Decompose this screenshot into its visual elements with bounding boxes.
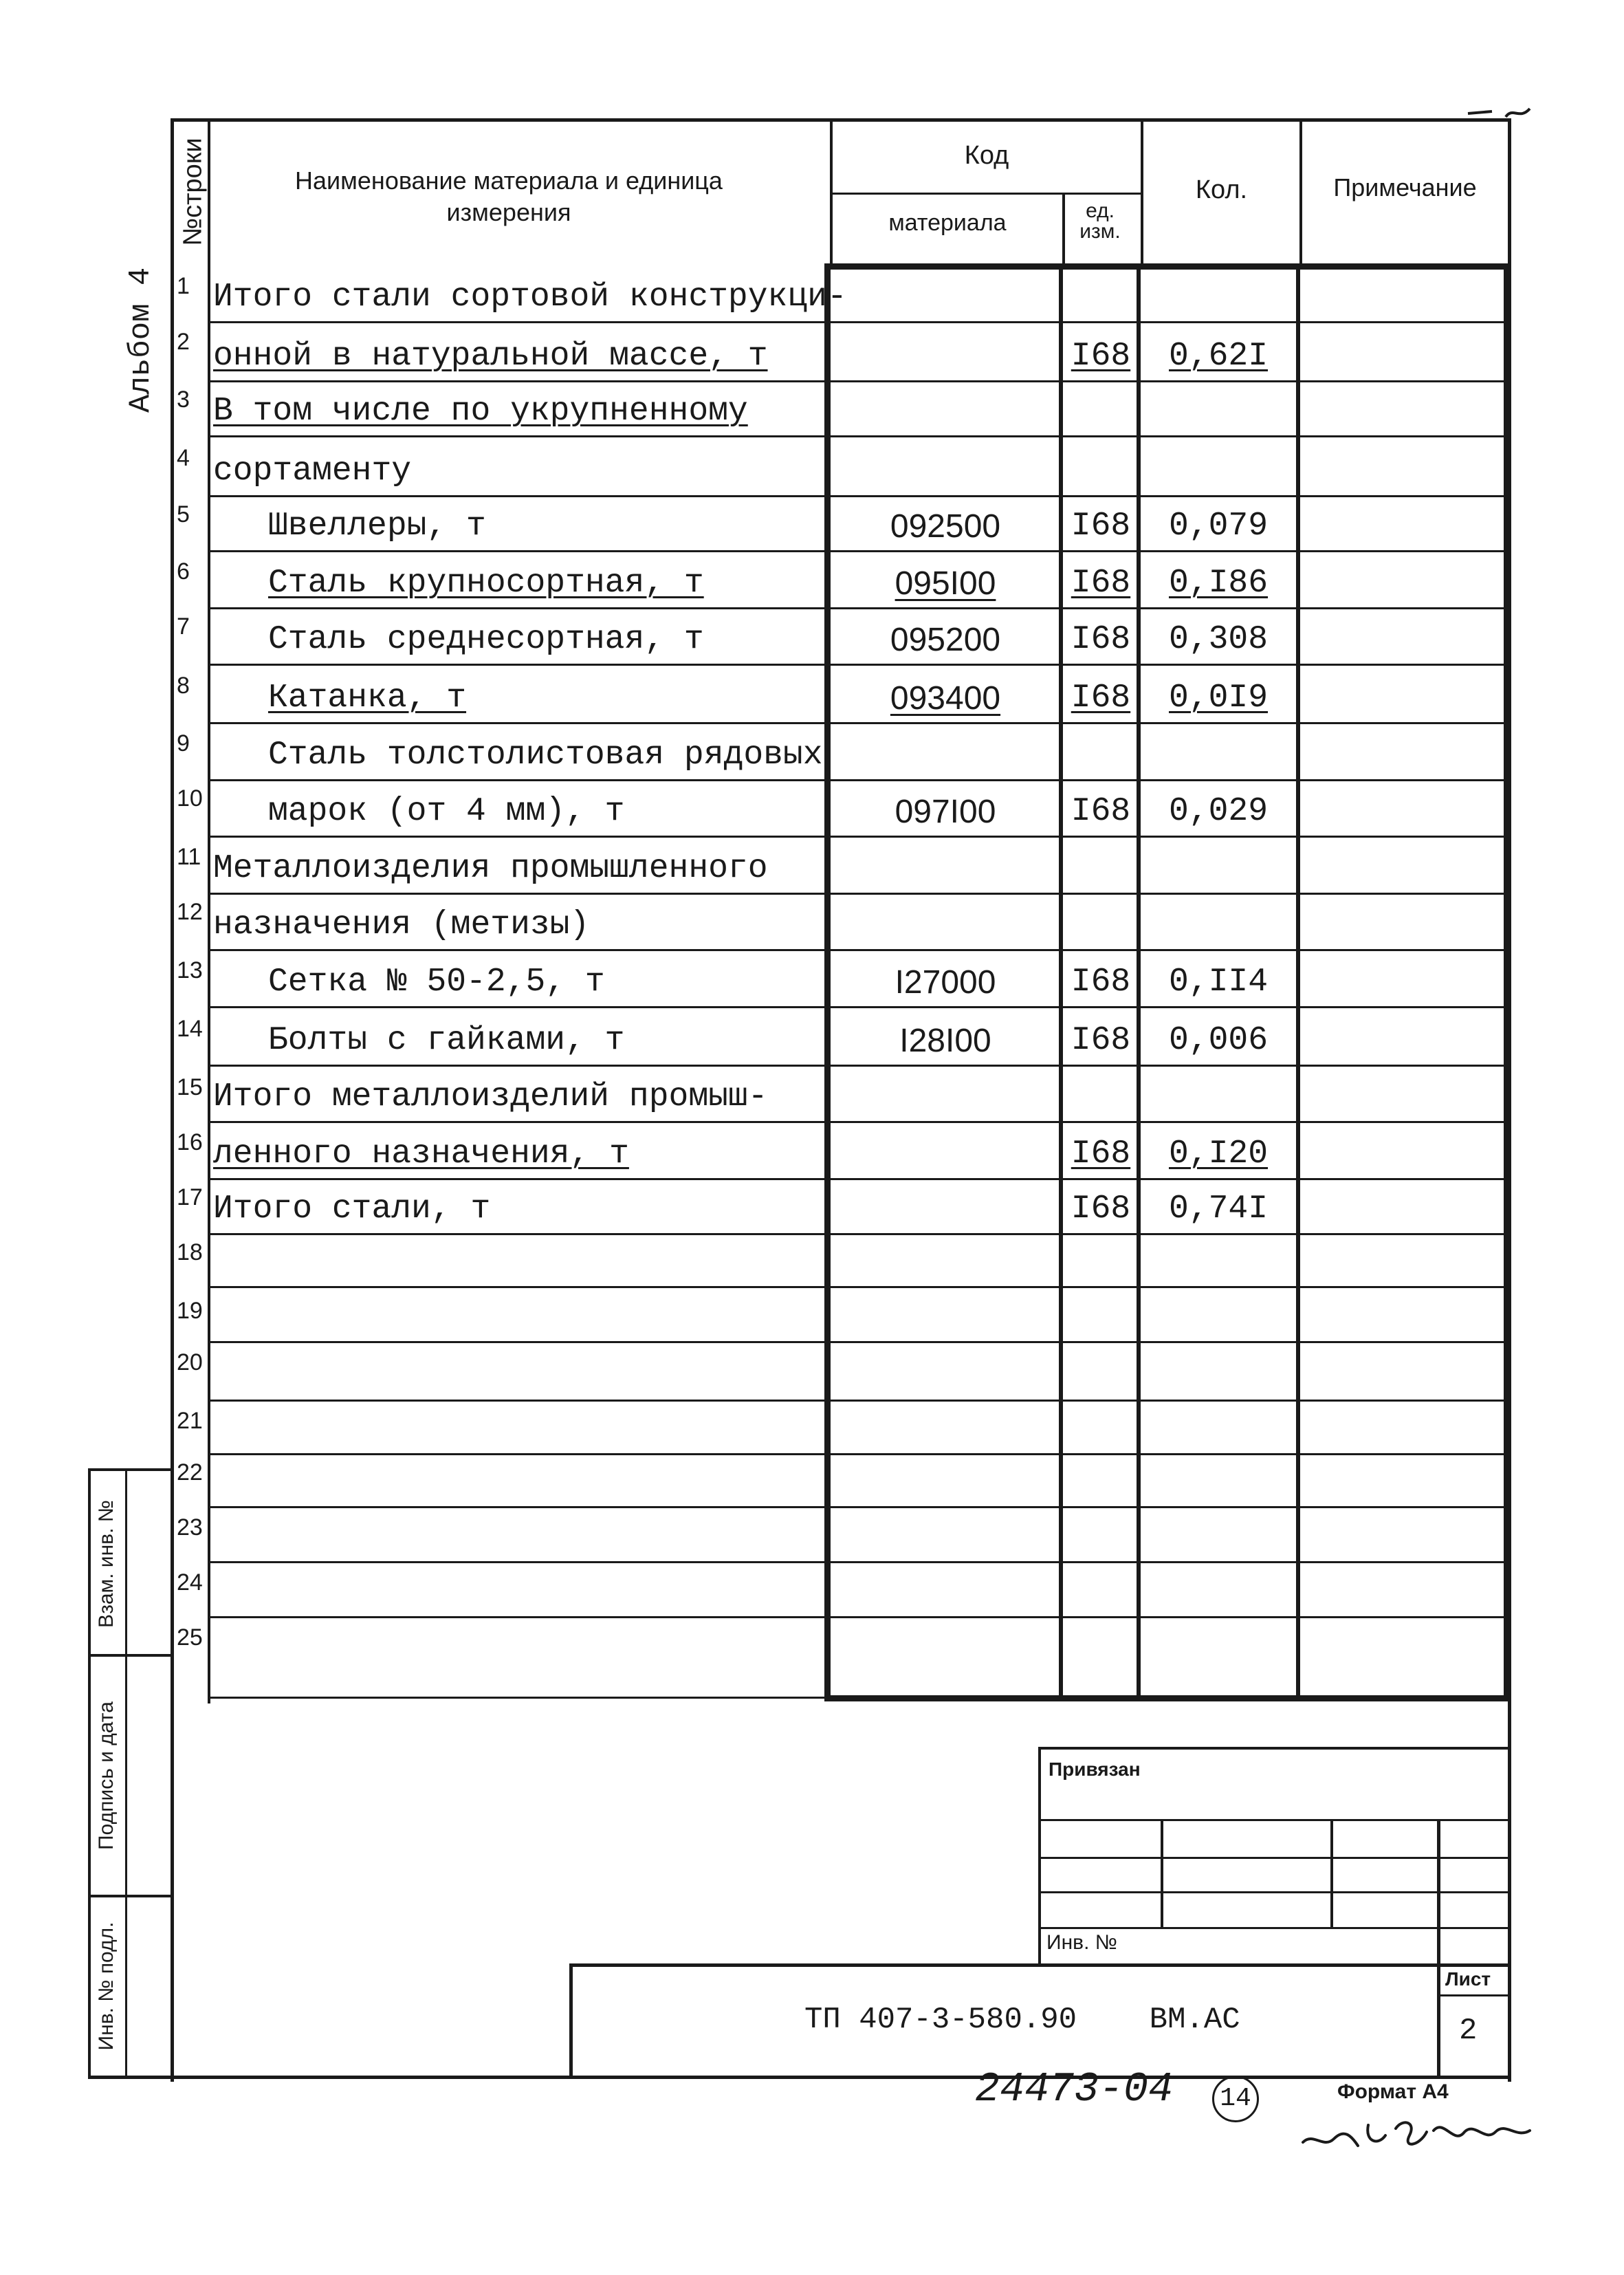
row-number: 9: [177, 730, 190, 756]
tb-inv-no-label: Инв. №: [1046, 1931, 1117, 1954]
row-number: 11: [177, 844, 201, 870]
material-name: Швеллеры, т: [268, 508, 486, 545]
header-code: Код: [964, 141, 1009, 170]
tb-privyazan-label: Привязан: [1049, 1759, 1141, 1780]
row-number: 8: [177, 673, 190, 699]
tb-sheet-no: 2: [1459, 2014, 1478, 2048]
tb-privyazan-top: [1038, 1747, 1510, 1750]
footer-format-label: Формат А4: [1337, 2080, 1449, 2103]
material-name: ленного назначения, т: [213, 1135, 629, 1173]
row-number: 25: [177, 1624, 203, 1651]
material-code: 095200: [890, 622, 1001, 658]
table-row-line: [208, 1561, 1507, 1563]
row-number: 13: [177, 957, 203, 983]
tb-designation: ТП 407-3-580.90 ВМ.АС: [804, 2003, 1240, 2037]
row-number: 1: [177, 273, 190, 299]
material-name: Итого стали, т: [213, 1190, 491, 1228]
header-code-material: материала: [888, 210, 1007, 236]
unit-code: I68: [1071, 621, 1131, 658]
material-code: 097I00: [895, 794, 996, 830]
table-row-line: [208, 1616, 1507, 1618]
row-number: 17: [177, 1184, 203, 1210]
row-number: 20: [177, 1349, 203, 1375]
material-name: Сталь крупносортная, т: [268, 565, 704, 602]
unit-code: I68: [1071, 964, 1131, 1001]
unit-code: I68: [1071, 679, 1131, 717]
row-number: 15: [177, 1074, 203, 1100]
frame-top-line: [171, 118, 1511, 122]
material-name: Катанка, т: [268, 679, 467, 717]
tb-sheet-split: [1437, 1994, 1510, 1996]
header-qty: Кол.: [1195, 175, 1248, 204]
table-row-line: [208, 893, 1507, 895]
material-code: I28I00: [899, 1023, 991, 1059]
row-number: 23: [177, 1514, 203, 1541]
table-row-line: [208, 1065, 1507, 1067]
material-code: 093400: [890, 680, 1001, 717]
row-number: 5: [177, 501, 190, 527]
table-row-line: [208, 1233, 1507, 1235]
row-number: 21: [177, 1408, 203, 1434]
frame-bottom-line: [88, 2076, 1511, 2079]
tb-main-left: [569, 1963, 573, 2079]
row-number: 6: [177, 558, 190, 585]
tb-sheet-left: [1437, 1963, 1440, 2079]
header-code-unit: ед. изм.: [1079, 199, 1121, 243]
quantity: 0,0I9: [1169, 679, 1269, 717]
quantity: 0,308: [1169, 621, 1269, 658]
table-row-line: [208, 949, 1507, 951]
row-number: 16: [177, 1129, 203, 1155]
table-row-line: [208, 607, 1507, 609]
footer-circled-no-text: 14: [1220, 2084, 1251, 2113]
header-unit-left: [1062, 193, 1065, 266]
table-row-line: [208, 1286, 1507, 1288]
stamp-vzam-inv: Взам. инв. №: [95, 1500, 118, 1628]
row-number: 7: [177, 613, 190, 640]
material-name: марок (от 4 мм), т: [268, 793, 625, 830]
tb-privyazan-v2: [1330, 1819, 1333, 1929]
header-row-no: №строки: [178, 138, 208, 246]
table-row-line: [208, 722, 1507, 724]
unit-code: I68: [1071, 1022, 1131, 1059]
tb-sheet-label: Лист: [1445, 1968, 1491, 1990]
stamp-top: [88, 1468, 173, 1471]
header-name: Наименование материала и единица измерения: [295, 166, 723, 226]
table-row-line: [208, 1400, 1507, 1402]
quantity: 0,029: [1169, 793, 1269, 830]
material-name: Металлоизделия промышленного: [213, 850, 768, 887]
table-row-line: [208, 1121, 1507, 1123]
corner-mark: [1464, 103, 1533, 124]
quantity: 0,62I: [1169, 338, 1269, 375]
row-number: 14: [177, 1016, 203, 1042]
unit-code: I68: [1071, 338, 1131, 375]
unit-code: I68: [1071, 565, 1131, 602]
unit-code: I68: [1071, 508, 1131, 545]
row-number: 10: [177, 785, 203, 812]
material-name: Итого стали сортовой конструкци-: [213, 279, 847, 316]
table-row-line: [208, 1506, 1507, 1508]
row-number: 2: [177, 329, 190, 355]
row-number: 4: [177, 445, 190, 471]
table-row-line: [208, 1178, 1507, 1180]
row-number: 22: [177, 1459, 203, 1485]
table-row-line: [208, 321, 1507, 323]
tb-privyazan-v3: [1437, 1819, 1440, 1967]
unit-code: I68: [1071, 793, 1131, 830]
material-name: Сетка № 50-2,5, т: [268, 964, 605, 1001]
table-row-line: [208, 1006, 1507, 1008]
header-note: Примечание: [1333, 173, 1477, 202]
row-number: 19: [177, 1298, 203, 1324]
table-row-line: [208, 1453, 1507, 1455]
material-name: назначения (метизы): [213, 906, 590, 944]
table-row-line: [208, 836, 1507, 838]
header-code-split: [830, 193, 1141, 195]
material-code: 092500: [890, 508, 1001, 545]
data-box-left: [824, 263, 831, 1701]
material-name: В том числе по укрупненному: [213, 393, 748, 430]
material-name: Сталь толстолистовая рядовых: [268, 737, 823, 774]
stamp-col-divider: [125, 1468, 127, 2079]
table-row-line: [208, 779, 1507, 781]
material-code: 095I00: [895, 565, 996, 602]
material-name: сортаменту: [213, 453, 412, 490]
unit-code: I68: [1071, 1135, 1131, 1173]
row-number: 24: [177, 1569, 203, 1596]
stamp-outer-left: [88, 1468, 91, 2079]
row-number: 12: [177, 899, 203, 925]
quantity: 0,006: [1169, 1022, 1269, 1059]
table-row-line: [208, 1341, 1507, 1343]
table-row-line: [208, 380, 1507, 382]
material-code: I27000: [895, 964, 996, 1001]
album-label: Альбом 4: [124, 267, 158, 413]
table-row-line: [208, 664, 1507, 666]
data-box-right: [1504, 263, 1510, 1701]
col-note-line: [1296, 263, 1300, 1701]
data-box-top: [827, 263, 1510, 270]
quantity: 0,I86: [1169, 565, 1269, 602]
table-row-line: [208, 1697, 1507, 1699]
material-name: Сталь среднесортная, т: [268, 621, 704, 658]
stamp-inv-podl: Инв. № подл.: [95, 1922, 118, 2051]
footer-handwritten-no: 24473-04: [975, 2067, 1174, 2113]
unit-code: I68: [1071, 1190, 1131, 1228]
tb-privyazan-v1: [1161, 1819, 1163, 1929]
frame-left-line: [171, 118, 174, 2082]
material-name: Итого металлоизделий промыш-: [213, 1078, 768, 1115]
table-row-line: [208, 550, 1507, 552]
quantity: 0,I20: [1169, 1135, 1269, 1173]
table-row-line: [208, 495, 1507, 497]
row-number: 3: [177, 387, 190, 413]
quantity: 0,74I: [1169, 1190, 1269, 1228]
table-row-line: [208, 435, 1507, 437]
stamp-podpis-data: Подпись и дата: [95, 1701, 118, 1850]
footer-circled-no: [1212, 2076, 1259, 2122]
quantity: 0,079: [1169, 508, 1269, 545]
material-name: онной в натуральной массе, т: [213, 338, 768, 375]
material-name: Болты с гайками, т: [268, 1022, 625, 1059]
signature-scribble: [1299, 2104, 1540, 2159]
row-number: 18: [177, 1239, 203, 1265]
tb-main-top: [569, 1963, 1510, 1967]
quantity: 0,II4: [1169, 964, 1269, 1001]
